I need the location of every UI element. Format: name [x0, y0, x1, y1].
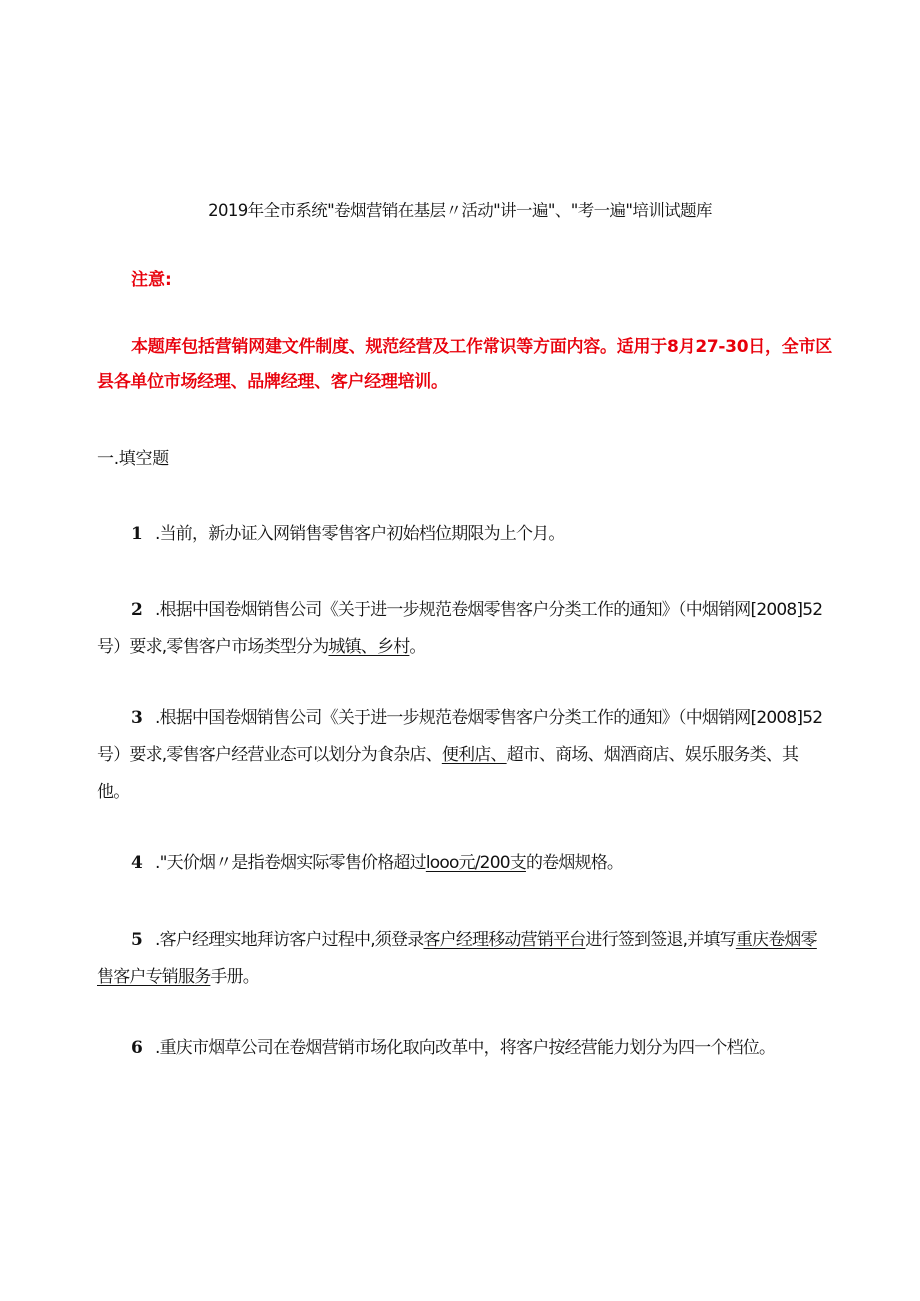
notice-heading: 注意:: [131, 270, 172, 290]
question-text: .客户经理实地拜访客户过程中,须登录: [155, 930, 424, 950]
question-text: 手册。: [210, 967, 260, 987]
question-text: 超市、商场、烟酒商店、娱乐服务类、其他。: [97, 745, 799, 802]
answer-blank: 便利店、: [441, 745, 507, 765]
question-number: 1: [131, 524, 143, 544]
notice-body: 本题库包括营销网建文件制度、规范经营及工作常识等方面内容。适用于8月27-30日，全市区县各单位市场经理、品牌经理、客户经理培训。: [97, 337, 832, 392]
question-5: [97, 922, 827, 996]
answer-blank: looo元/200支: [425, 853, 526, 873]
question-text: 的卷烟规格。: [525, 853, 624, 873]
question-text: ."天价烟〃是指卷烟实际零售价格超过: [155, 853, 426, 873]
answer-blank: 客户经理移动营销平台: [423, 930, 586, 950]
question-number: 5: [131, 930, 143, 950]
question-2: [97, 592, 827, 666]
question-text: .重庆市烟草公司在卷烟营销市场化取向改革中，将客户按经营能力划分为四一个档位。: [155, 1038, 776, 1058]
question-number: 2: [131, 600, 143, 620]
question-number: 6: [131, 1038, 143, 1058]
question-text: .根据中国卷烟销售公司《关于进一步规范卷烟零售客户分类工作的通知》（中烟销网[2008]52号）要求,零售客户市场类型分为: [97, 600, 823, 657]
section-title: 一.填空题: [97, 449, 169, 469]
question-4: [97, 845, 827, 882]
question-number: 4: [131, 853, 143, 873]
question-text: .当前，新办证入网销售零售客户初始档位期限为上个月。: [155, 524, 565, 544]
question-text: .根据中国卷烟销售公司《关于进一步规范卷烟零售客户分类工作的通知》（中烟销网[2008]52号）要求,零售客户经营业态可以划分为食杂店、: [97, 708, 823, 765]
question-number: 3: [131, 708, 143, 728]
question-3: [97, 700, 827, 811]
document-title: 2019年全市系统"卷烟营销在基层〃活动"讲一遍"、"考一遍"培训试题库: [208, 201, 712, 220]
question-text: 进行签到签退,并填写: [585, 930, 736, 950]
question-1: [97, 516, 827, 553]
question-text: 。: [409, 637, 426, 657]
question-6: [97, 1030, 827, 1067]
answer-blank: 城镇、乡村: [328, 637, 410, 657]
answer-blank: 重庆卷烟零售客户专销服务: [97, 930, 817, 987]
